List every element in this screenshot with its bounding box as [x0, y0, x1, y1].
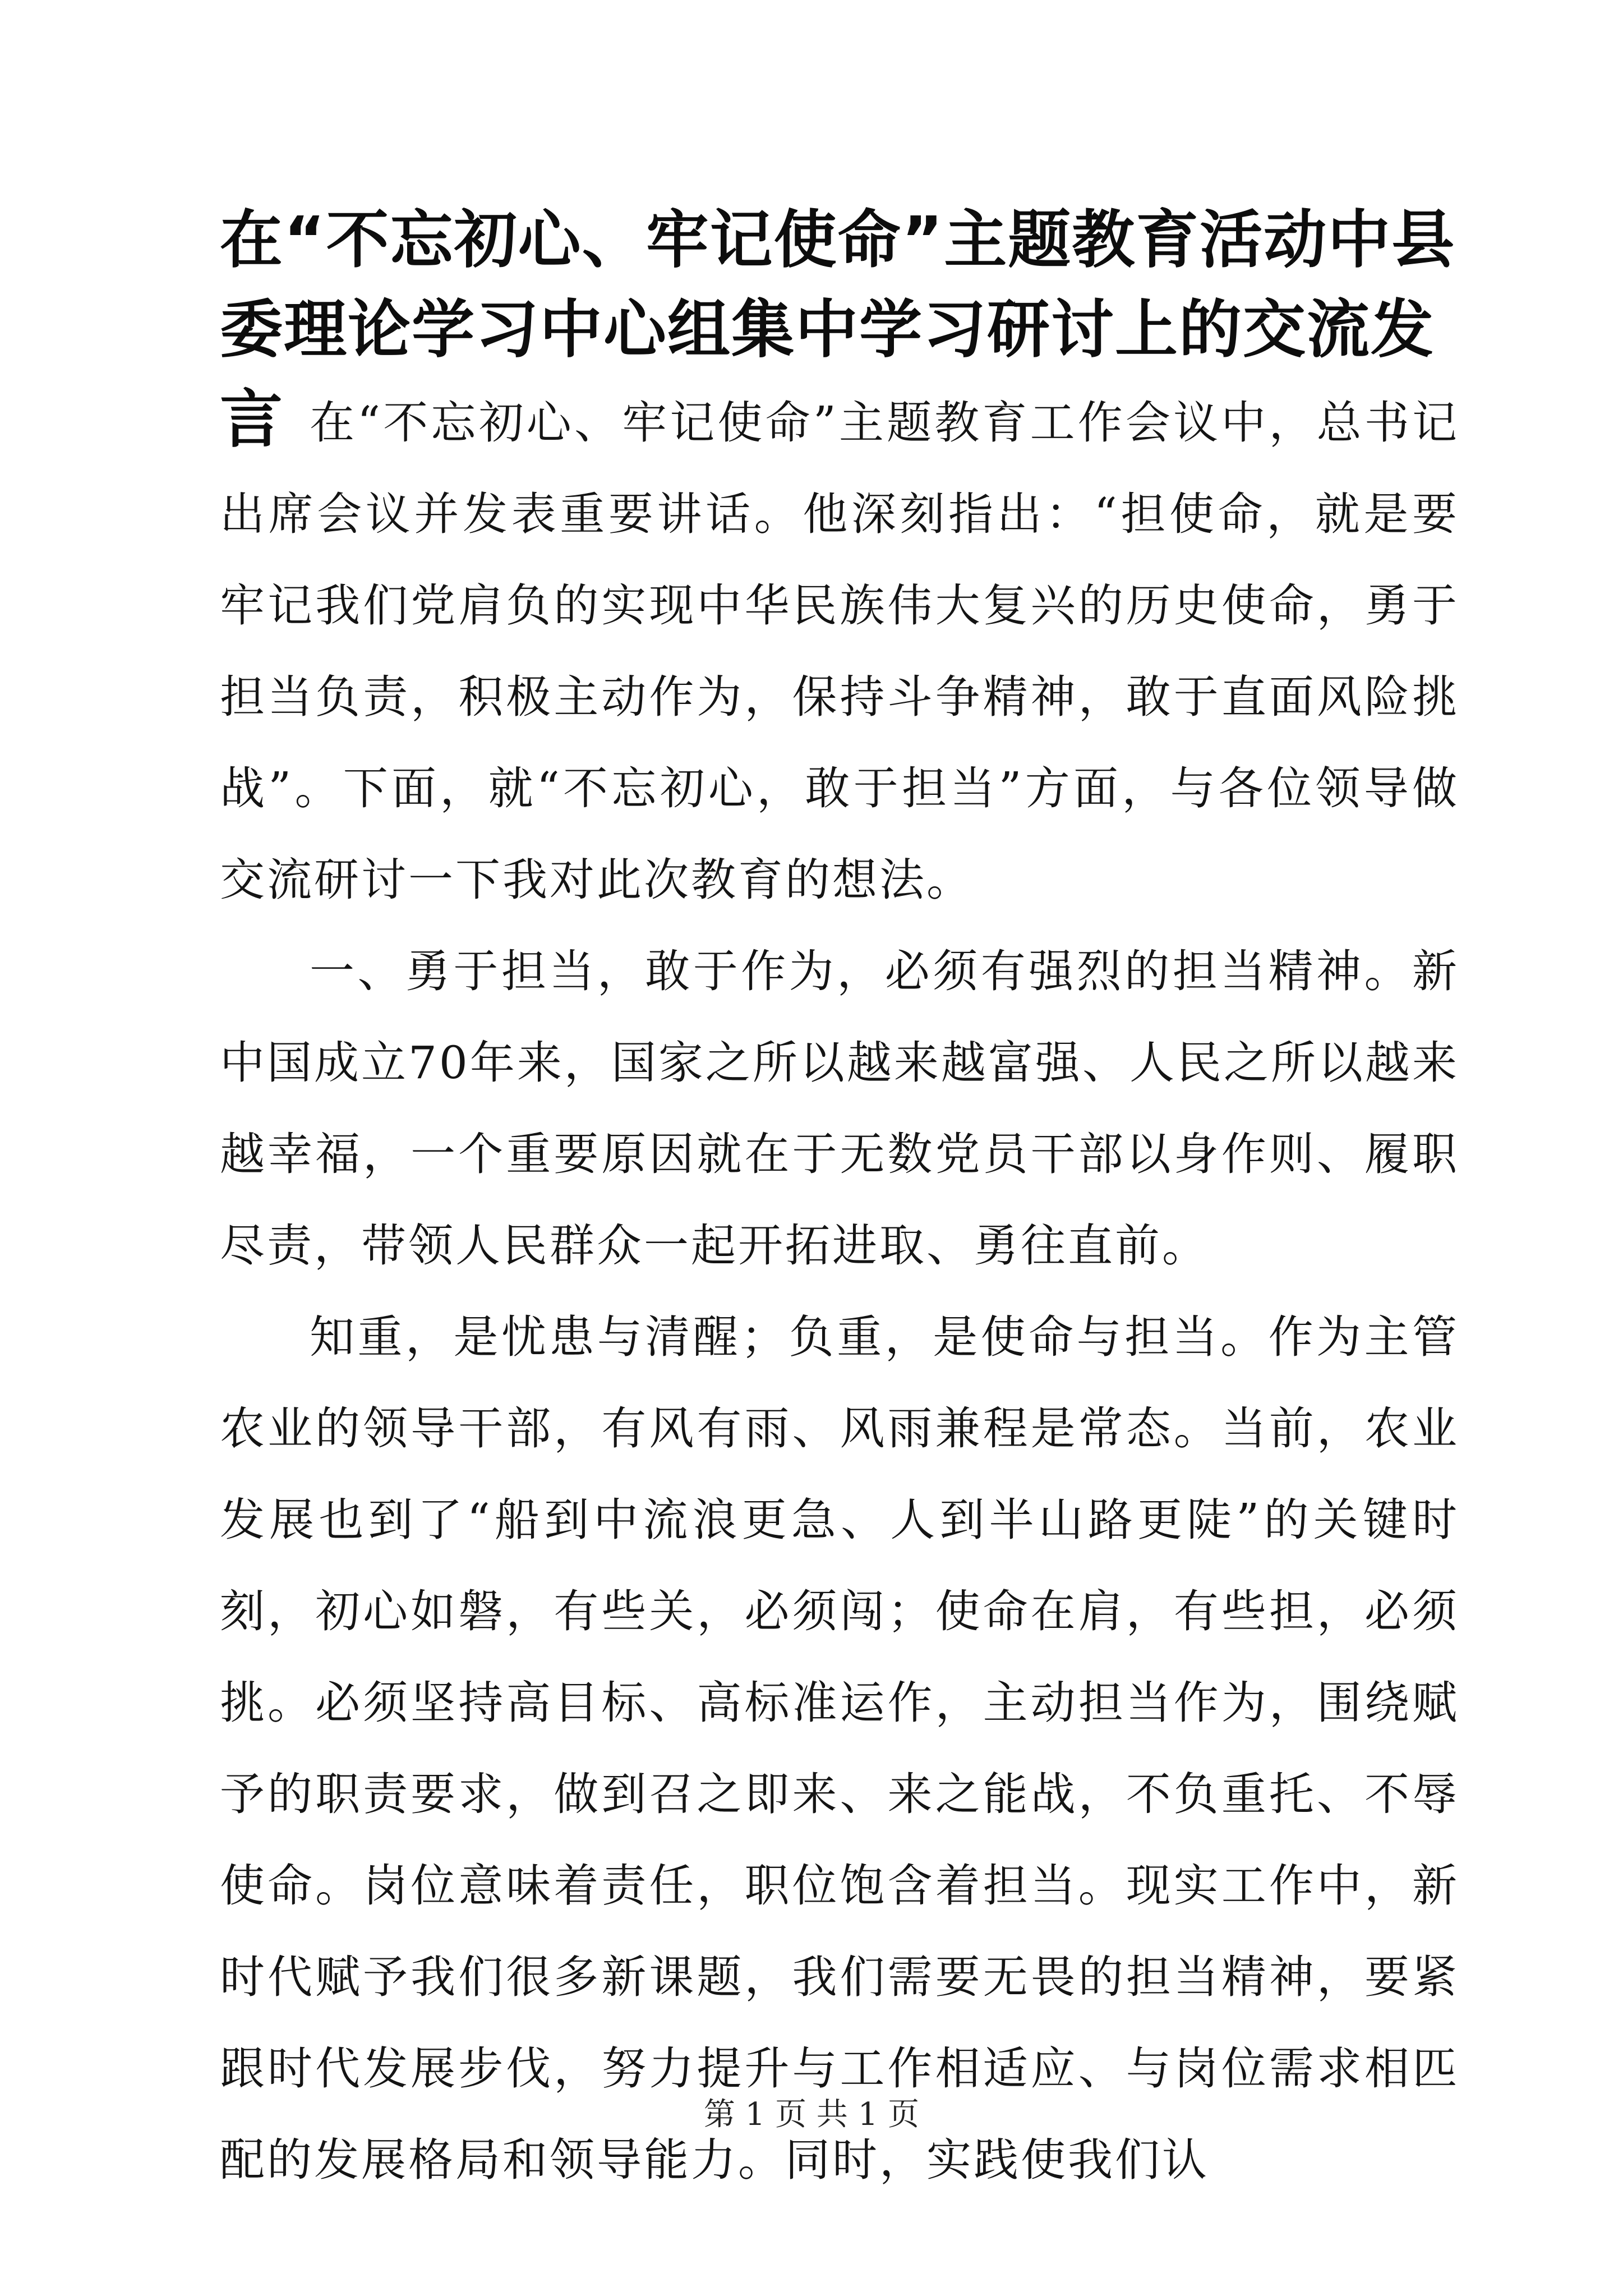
page-footer: 第 1 页 共 1 页	[703, 2096, 920, 2133]
paragraph-section-one: 一、勇于担当，敢于作为，必须有强烈的担当精神。新中国成立70年来，国家之所以越来越富强、人民之所以越来越幸福，一个重要原因就在于无数党员干部以身作则、履职尽责，带领人民群众一起开拓进取、勇往直前。	[220, 945, 1459, 1272]
document-title: 在“不忘初心、牢记使命”主题教育活动中县委理论学习中心组集中学习研讨上的交流发言	[220, 204, 1456, 456]
paragraph-responsibility: 知重，是忧患与清醒；负重，是使命与担当。作为主管农业的领导干部，有风有雨、风雨兼程是常态。当前，农业发展也到了“船到中流浪更急、人到半山路更陡”的关键时刻，初心如磐，有些关，必须闯；使命在肩，有些担，必须挑。必须坚持高目标、高标准运作，主动担当作为，围绕赋予的职责要求，做到召之即来、来之能战，不负重托、不辱使命。岗位意味着责任，职位饱含着担当。现实工作中，新时代赋予我们很多新课题，我们需要无畏的担当精神，要紧跟时代发展步伐，努力提升与工作相适应、与岗位需求相匹配的发展格局和领导能力。同时，实践使我们认	[220, 1311, 1459, 2186]
paragraph-intro: 在“不忘初心、牢记使命”主题教育工作会议中，总书记出席会议并发表重要讲话。他深刻指出：“担使命，就是要牢记我们党肩负的实现中华民族伟大复兴的历史使命，勇于担当负责，积极主动作为，保持斗争精神，敢于直面风险挑战”。下面，就“不忘初心，敢于担当”方面，与各位领导做交流研讨一下我对此次教育的想法。	[220, 397, 1459, 906]
document-body	[220, 377, 1459, 2206]
